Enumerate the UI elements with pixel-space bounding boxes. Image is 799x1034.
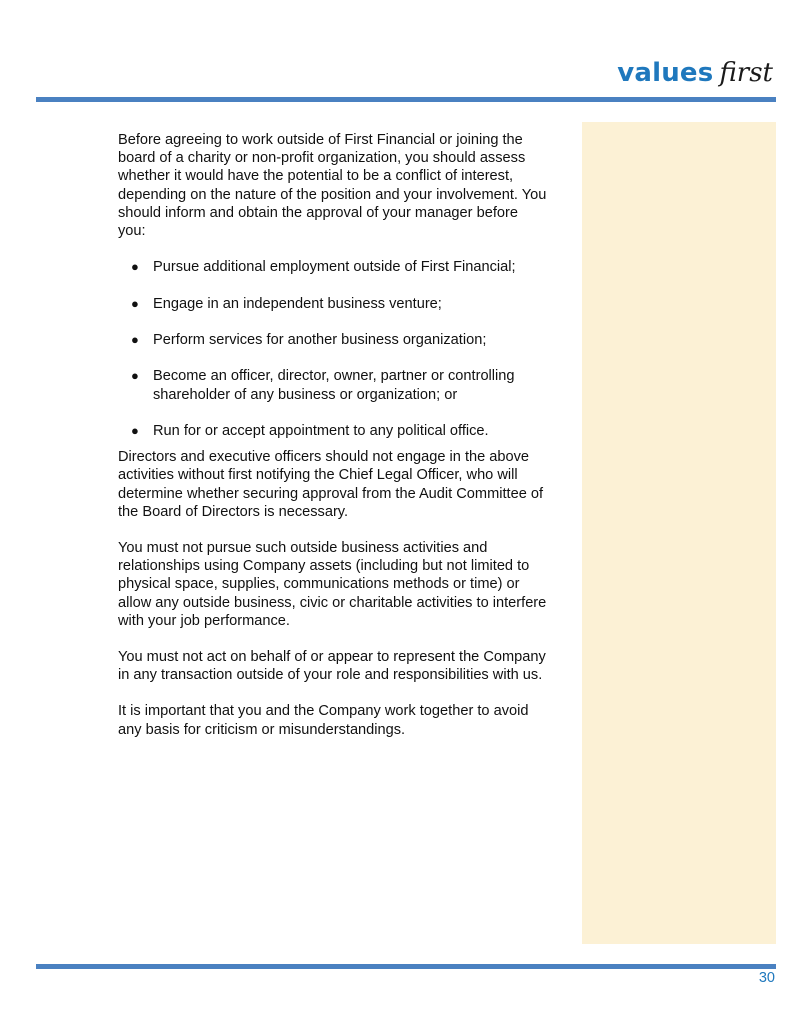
bullet-text: Run for or accept appointment to any political office. [153,422,489,439]
body-paragraph: Directors and executive officers should not engage in the above activities without first notifying the Chief Legal Officer, who will determine whether securing approval from the Audit Committee of the Board of Directors is necessary. [118,449,544,520]
bullet-item [118,422,548,440]
bullet-item [118,258,548,276]
bullet-text: Perform services for another business organization; [153,332,487,348]
sidebar-panel [582,122,776,944]
main-content [118,131,548,757]
footer-divider [36,964,776,969]
bullet-item [118,331,548,349]
bullet-icon: ● [131,259,139,275]
logo-word-first: first [719,58,773,88]
page-number: 30 [758,970,775,986]
bullet-item [118,295,548,313]
bullet-icon: ● [131,422,139,438]
body-paragraph: It is important that you and the Company work together to avoid any basis for criticism or misunderstandings. [118,703,529,738]
bullet-text: Become an officer, director, owner, partner or controlling shareholder of any business or organization; or [153,368,515,403]
header-divider [36,97,776,102]
bullet-text: Engage in an independent business venture; [153,295,442,312]
body-paragraph: You must not act on behalf of or appear to represent the Company in any transaction outside of your role and responsibilities with us. [118,649,546,684]
bullet-list [118,258,548,440]
bullet-item [118,367,548,403]
bullet-icon: ● [131,332,139,347]
intro-paragraph: Before agreeing to work outside of First Financial or joining the board of a charity or non-profit organization, you should assess whether it would have the potential to be a conflict of interest, depending on the nature of the position and your involvement. You should inform and obtain the approval of your manager before you: [118,132,547,240]
logo-word-values: values [617,58,714,88]
values-first-logo [617,54,773,91]
bullet-icon: ● [131,295,139,311]
bullet-icon: ● [131,368,139,384]
bullet-text: Pursue additional employment outside of First Financial; [153,259,516,276]
body-paragraph: You must not pursue such outside business activities and relationships using Company assets (including but not limited to physical space, supplies, communications methods or time) or allow any outside business, civic or charitable activities to interfere with your job performance. [118,540,547,629]
